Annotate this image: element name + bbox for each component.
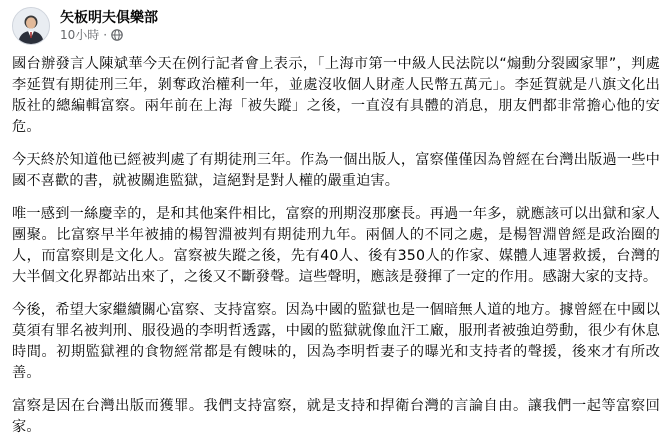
- person-icon: [13, 8, 49, 44]
- separator-dot: ·: [103, 28, 108, 42]
- post-paragraph-3: 唯一感到一絲慶幸的，是和其他案件相比，富察的刑期沒那麼長。再過一年多，就應該可以出獄和家人團聚。比富察早半年被捕的楊智淵被判有期徒刑九年。兩個人的不同之處，是楊智淵曾經是政治圈的人，而富察則是文化人。富察被失蹤之後，先有40人、後有350人的作家、媒體人連署救援，台灣的大半個文化界都站出來了，之後又不斷發聲。這些聲明，應該是發揮了一定的作用。感謝大家的支持。: [12, 206, 660, 285]
- globe-icon[interactable]: [111, 29, 123, 41]
- post-timestamp[interactable]: 10小時: [60, 28, 100, 42]
- avatar[interactable]: [12, 7, 50, 45]
- post-paragraph-1: 國台辦發言人陳斌華今天在例行記者會上表示，「上海市第一中級人民法院以“煽動分裂國家罪”，判處李延賀有期徒刑三年，剝奪政治權利一年，並處沒收個人財產人民幣五萬元」。李延賀就是八旗文化出版社的總編輯富察。兩年前在上海「被失蹤」之後，一直沒有具體的消息，朋友們都非常擔心他的安危。: [12, 56, 660, 135]
- author-name[interactable]: 矢板明夫俱樂部: [60, 10, 158, 26]
- post-paragraph-2: 今天終於知道他已經被判處了有期徒刑三年。作為一個出版人，富察僅僅因為曾經在台灣出版過一些中國不喜歡的書，就被關進監獄，這絕對是對人權的嚴重迫害。: [12, 152, 660, 189]
- post-body: [12, 54, 660, 438]
- post-header: [12, 4, 660, 48]
- post-meta: [60, 9, 158, 43]
- post-paragraph-5: 富察是因在台灣出版而獲罪。我們支持富察，就是支持和捍衛台灣的言論自由。讓我們一起等富察回家。: [12, 398, 660, 435]
- post-subline: [60, 27, 158, 43]
- post-paragraph-4: 今後，希望大家繼續關心富察、支持富察。因為中國的監獄也是一個暗無人道的地方。據曾經在中國以莫須有罪名被判刑、服役過的李明哲透露，中國的監獄就像血汗工廠，服刑者被強迫勞動，很少有休息時間。初期監獄裡的食物經常都是有餿味的，因為李明哲妻子的曝光和支持者的聲援，後來才有所改善。: [12, 302, 660, 381]
